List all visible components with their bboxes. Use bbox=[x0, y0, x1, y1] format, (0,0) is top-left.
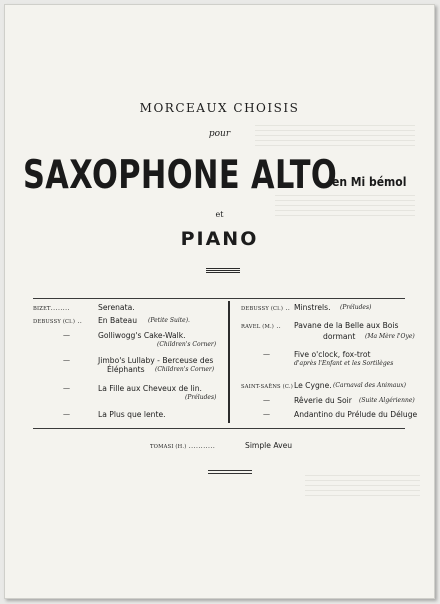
work-note: (Préludes) bbox=[185, 394, 217, 401]
list-item: RAVEL (M.) .. bbox=[241, 323, 282, 330]
work-title-continued: Éléphants bbox=[107, 365, 145, 374]
footer-composer: TOMASI (H.) ........... bbox=[150, 443, 216, 450]
work-title: La Plus que lente. bbox=[98, 410, 166, 419]
piano-title: PIANO bbox=[180, 228, 259, 250]
work-title: Rêverie du Soir bbox=[294, 396, 352, 405]
footer-work-title: Simple Aveu bbox=[245, 441, 293, 450]
instrument-title: SAXOPHONE ALTO bbox=[23, 153, 338, 198]
ditto-mark: — bbox=[63, 410, 70, 418]
work-note: (Suite Algérienne) bbox=[359, 397, 415, 404]
work-note: d'après l'Enfant et les Sortilèges bbox=[294, 360, 394, 367]
series-heading: MORCEAUX CHOISIS bbox=[139, 101, 300, 115]
contents-top-rule bbox=[33, 298, 405, 299]
key-label: en Mi bémol bbox=[332, 175, 407, 189]
work-title: Minstrels. bbox=[294, 303, 331, 312]
work-title: Andantino du Prélude du Déluge bbox=[294, 410, 418, 419]
closing-rule bbox=[208, 473, 252, 474]
ditto-mark: — bbox=[63, 356, 70, 364]
work-title: Le Cygne. bbox=[294, 381, 332, 390]
work-title: La Fille aux Cheveux de lin. bbox=[98, 384, 202, 393]
list-item: SAINT-SAËNS (C.) bbox=[241, 384, 293, 390]
ditto-mark: — bbox=[63, 384, 70, 392]
contents-bottom-rule bbox=[33, 428, 405, 429]
work-title: Serenata. bbox=[98, 303, 135, 312]
list-item: DEBUSSY (Cl.) .. bbox=[241, 305, 291, 312]
closing-rule bbox=[208, 470, 252, 471]
work-note: (Préludes) bbox=[340, 304, 372, 311]
work-title: Pavane de la Belle aux Bois bbox=[294, 321, 399, 330]
contents-column-divider bbox=[228, 301, 230, 423]
work-note: (Ma Mère l'Oye) bbox=[365, 333, 415, 340]
list-item: DEBUSSY (Cl.) .. bbox=[33, 318, 83, 325]
ditto-mark: — bbox=[263, 396, 270, 404]
conjunction-text: et bbox=[215, 210, 224, 219]
bleed-through-staff-lines bbox=[305, 475, 420, 500]
work-note: (Petite Suite). bbox=[148, 317, 190, 324]
ditto-mark: — bbox=[63, 331, 70, 339]
work-title: Jimbo's Lullaby - Berceuse des bbox=[98, 356, 214, 365]
ditto-mark: — bbox=[263, 410, 270, 418]
work-title: Five o'clock, fox-trot bbox=[294, 350, 371, 359]
work-title: Golliwogg's Cake-Walk. bbox=[98, 331, 186, 340]
work-note: (Carnaval des Animaux) bbox=[333, 382, 406, 389]
score-cover-page bbox=[4, 4, 435, 599]
work-note: (Children's Corner) bbox=[157, 341, 217, 348]
pour-text: pour bbox=[208, 129, 231, 139]
ditto-mark: — bbox=[263, 350, 270, 358]
work-note: (Children's Corner) bbox=[155, 366, 215, 373]
list-item: BIZET........ bbox=[33, 305, 70, 312]
work-title: En Bateau bbox=[98, 316, 138, 325]
ornament-divider bbox=[206, 268, 240, 274]
work-title-continued: dormant bbox=[323, 332, 356, 341]
